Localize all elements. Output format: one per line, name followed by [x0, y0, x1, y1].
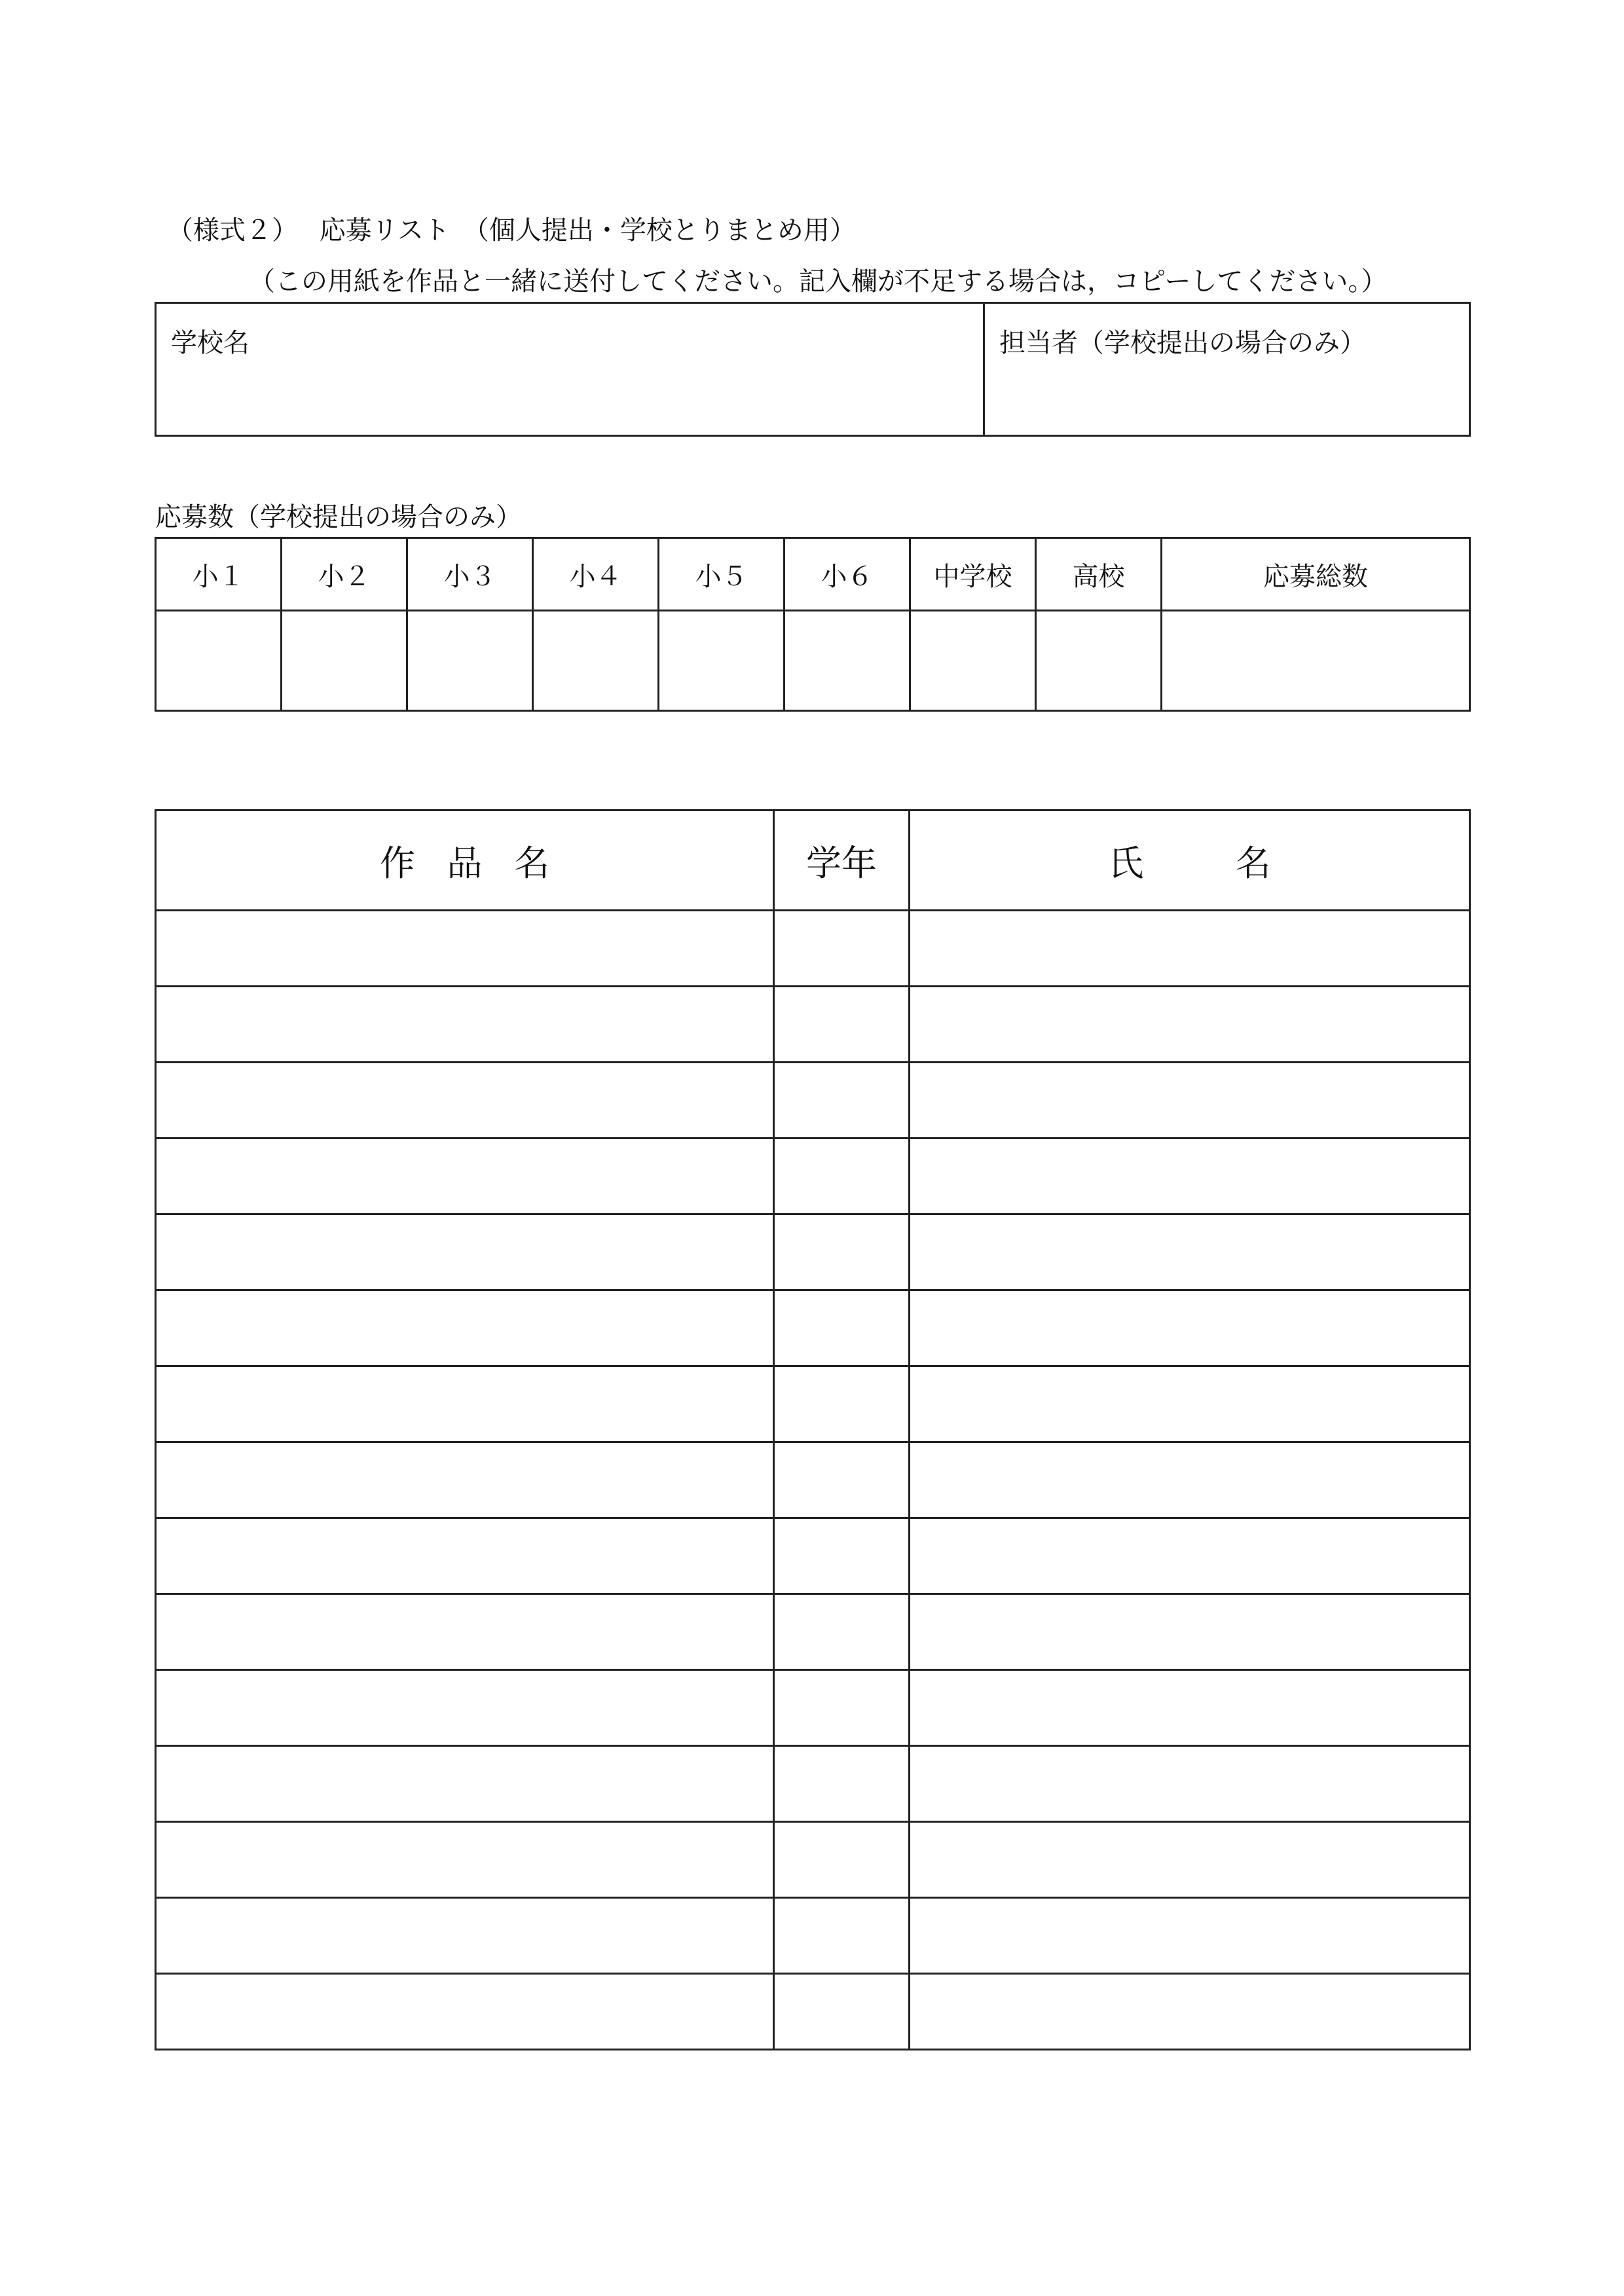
entry-work-title-cell[interactable]: [156, 1898, 774, 1974]
entry-name-cell[interactable]: [910, 1139, 1470, 1214]
entry-row: [156, 987, 1470, 1063]
entry-row: [156, 1366, 1470, 1442]
entry-work-title-cell[interactable]: [156, 1063, 774, 1139]
entry-name-cell[interactable]: [910, 1822, 1470, 1898]
count-header-grade1: 小１: [156, 538, 282, 611]
entry-rows: [156, 911, 1470, 2050]
work-title-header-text: 作品名: [379, 842, 581, 884]
entry-work-title-cell[interactable]: [156, 1822, 774, 1898]
entry-name-cell[interactable]: [910, 1670, 1470, 1746]
entry-grade-cell[interactable]: [774, 1442, 910, 1518]
entry-name-cell[interactable]: [910, 911, 1470, 987]
entry-grade-cell[interactable]: [774, 1139, 910, 1214]
form-header: （様式２） 応募リスト （個人提出・学校とりまとめ用）: [167, 215, 856, 246]
entry-work-title-cell[interactable]: [156, 1442, 774, 1518]
entry-header-name: [910, 811, 1470, 911]
entry-name-cell[interactable]: [910, 1290, 1470, 1366]
school-info-table: [155, 302, 1471, 437]
entry-name-cell[interactable]: [910, 1746, 1470, 1822]
count-section-label: 応募数（学校提出の場合のみ）: [155, 502, 522, 532]
count-header-junior-high: 中学校: [910, 538, 1036, 611]
entry-work-title-cell[interactable]: [156, 1746, 774, 1822]
count-header-grade6: 小６: [784, 538, 910, 611]
entry-work-title-cell[interactable]: [156, 911, 774, 987]
count-input-grade5[interactable]: [659, 611, 784, 711]
entry-work-title-cell[interactable]: [156, 1139, 774, 1214]
entry-row: [156, 1214, 1470, 1290]
count-input-grade6[interactable]: [784, 611, 910, 711]
application-count-table: [155, 537, 1471, 712]
entry-grade-cell[interactable]: [774, 1974, 910, 2050]
entry-name-cell[interactable]: [910, 1594, 1470, 1670]
entry-row: [156, 1594, 1470, 1670]
entry-row: [156, 1518, 1470, 1594]
count-header-total: 応募総数: [1162, 538, 1470, 611]
entry-row: [156, 1670, 1470, 1746]
entry-name-cell[interactable]: [910, 1063, 1470, 1139]
count-input-grade4[interactable]: [533, 611, 659, 711]
count-input-grade2[interactable]: [282, 611, 407, 711]
count-header-grade3: 小３: [407, 538, 533, 611]
entry-work-title-cell[interactable]: [156, 1518, 774, 1594]
entry-name-cell[interactable]: [910, 1518, 1470, 1594]
entry-grade-cell[interactable]: [774, 1822, 910, 1898]
entry-grade-cell[interactable]: [774, 1518, 910, 1594]
entry-grade-cell[interactable]: [774, 1290, 910, 1366]
entry-work-title-cell[interactable]: [156, 1214, 774, 1290]
entry-row: [156, 1139, 1470, 1214]
entry-grade-cell[interactable]: [774, 1670, 910, 1746]
entry-name-cell[interactable]: [910, 1442, 1470, 1518]
entry-work-title-cell[interactable]: [156, 1594, 774, 1670]
form-note: （この用紙を作品と一緒に送付してください。記入欄が不足する場合は，コピーしてください。）: [249, 266, 1388, 297]
entry-header-grade: [774, 811, 910, 911]
count-header-grade5: 小５: [659, 538, 784, 611]
entry-row: [156, 911, 1470, 987]
entry-work-title-cell[interactable]: [156, 1670, 774, 1746]
grade-header-text: 学年: [806, 842, 877, 884]
entry-row: [156, 1822, 1470, 1898]
entry-row: [156, 1290, 1470, 1366]
entry-header-work-title: [156, 811, 774, 911]
entry-header-row: [156, 811, 1470, 911]
school-name-label: 学校名: [171, 328, 249, 358]
contact-person-field[interactable]: [984, 303, 1470, 436]
entry-row: [156, 1746, 1470, 1822]
entry-name-cell[interactable]: [910, 1974, 1470, 2050]
name-header-text: 氏名: [1108, 842, 1363, 884]
entry-grade-cell[interactable]: [774, 1898, 910, 1974]
entry-work-title-cell[interactable]: [156, 987, 774, 1063]
entry-grade-cell[interactable]: [774, 1063, 910, 1139]
count-input-junior-high[interactable]: [910, 611, 1036, 711]
entry-grade-cell[interactable]: [774, 1746, 910, 1822]
entry-row: [156, 1063, 1470, 1139]
count-header-row: [156, 538, 1470, 611]
entry-grade-cell[interactable]: [774, 987, 910, 1063]
count-header-grade2: 小２: [282, 538, 407, 611]
count-header-grade4: 小４: [533, 538, 659, 611]
entry-name-cell[interactable]: [910, 1214, 1470, 1290]
entry-name-cell[interactable]: [910, 987, 1470, 1063]
entry-name-cell[interactable]: [910, 1366, 1470, 1442]
entry-grade-cell[interactable]: [774, 1214, 910, 1290]
entry-grade-cell[interactable]: [774, 1594, 910, 1670]
entry-work-title-cell[interactable]: [156, 1974, 774, 2050]
entry-name-cell[interactable]: [910, 1898, 1470, 1974]
count-input-row: [156, 611, 1470, 711]
entry-grade-cell[interactable]: [774, 1366, 910, 1442]
school-name-field[interactable]: [156, 303, 984, 436]
entry-row: [156, 1974, 1470, 2050]
count-input-total[interactable]: [1162, 611, 1470, 711]
entry-row: [156, 1442, 1470, 1518]
entry-row: [156, 1898, 1470, 1974]
entry-list-table: [155, 809, 1471, 2050]
count-input-grade1[interactable]: [156, 611, 282, 711]
entry-work-title-cell[interactable]: [156, 1290, 774, 1366]
count-input-high-school[interactable]: [1036, 611, 1162, 711]
contact-person-label: 担当者（学校提出の場合のみ）: [999, 328, 1366, 358]
entry-grade-cell[interactable]: [774, 911, 910, 987]
count-header-high-school: 高校: [1036, 538, 1162, 611]
entry-work-title-cell[interactable]: [156, 1366, 774, 1442]
count-input-grade3[interactable]: [407, 611, 533, 711]
